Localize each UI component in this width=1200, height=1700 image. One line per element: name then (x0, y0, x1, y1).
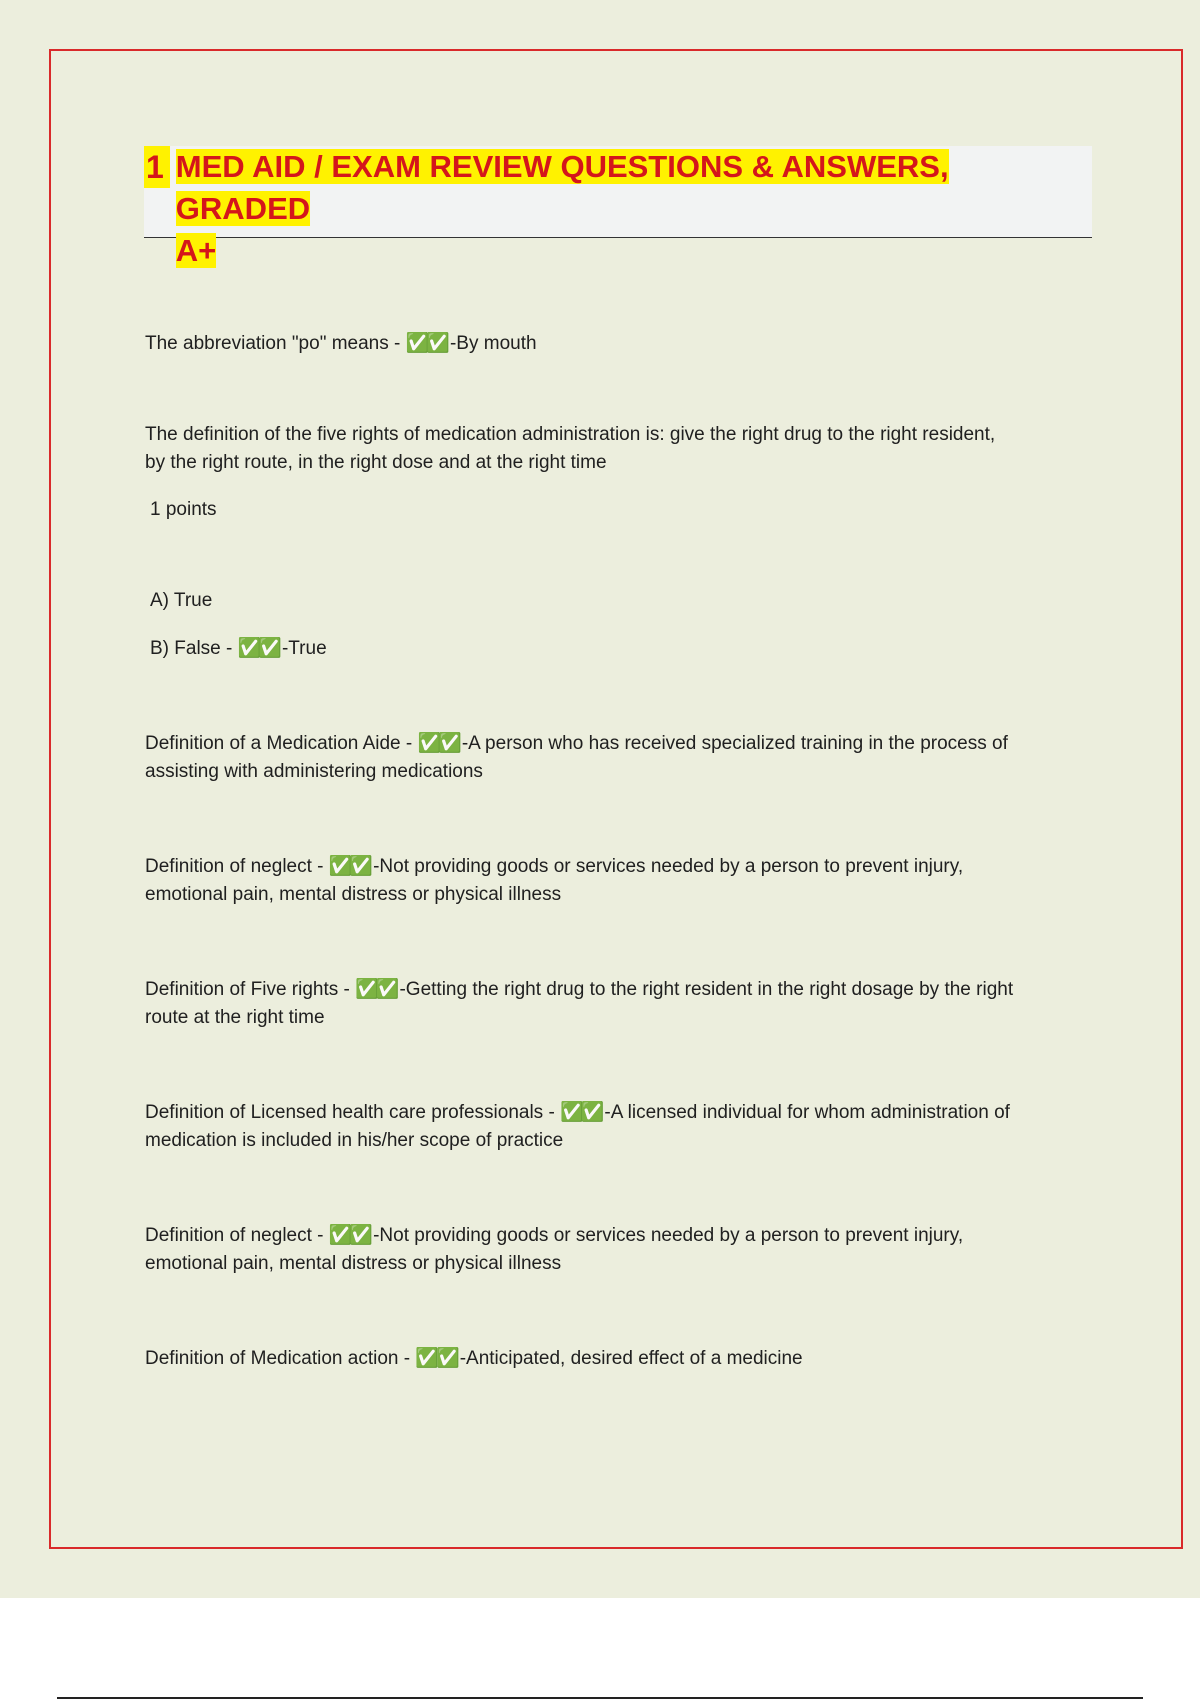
answer-text: -Anticipated, desired effect of a medicine (459, 1348, 803, 1369)
qa-item (145, 421, 1095, 477)
question-text: The abbreviation "po" means - (145, 333, 406, 354)
footer-divider (57, 1697, 1143, 1699)
page-title (176, 146, 1088, 272)
question-text: Definition of Medication action - (145, 1348, 416, 1369)
answer-text: medication is included in his/her scope of practice (145, 1130, 564, 1151)
question-text: Definition of Licensed health care professionals - (145, 1102, 561, 1123)
answer-text: route at the right time (145, 1007, 325, 1028)
answer-text: -Not providing goods or services needed by a person to prevent injury, (373, 856, 964, 877)
check-icon: ✅✅ (328, 856, 371, 877)
option-b-label: B) False - (150, 638, 238, 659)
heading-number: 1 (144, 146, 170, 188)
check-icon: ✅✅ (417, 733, 459, 754)
qa-item (145, 1345, 1095, 1373)
option-a: A) True (150, 590, 213, 611)
question-text: Definition of neglect - (145, 856, 329, 877)
answer-text: -True (281, 638, 327, 659)
check-icon: ✅✅ (415, 1348, 457, 1369)
check-icon: ✅✅ (328, 1225, 371, 1246)
answer-text: -Not providing goods or services needed by a person to prevent injury, (373, 1225, 964, 1246)
points-label: 1 points (150, 499, 217, 520)
question-text: Definition of neglect - (145, 1225, 329, 1246)
page-border (49, 49, 1183, 1549)
check-icon: ✅✅ (560, 1102, 602, 1123)
answer-text: emotional pain, mental distress or physical illness (145, 1253, 562, 1274)
qa-item (145, 330, 1095, 358)
answer-text: assisting with administering medications (145, 761, 483, 782)
qa-item (145, 730, 1095, 786)
title-block (144, 146, 1092, 268)
qa-item (145, 1099, 1095, 1155)
title-line-1: MED AID / EXAM REVIEW QUESTIONS & ANSWERS, GRADED (175, 149, 949, 226)
question-text: The definition of the five rights of medication administration is: give the right drug to the right resident, (145, 424, 996, 445)
question-text: Definition of Five rights - (145, 979, 356, 1000)
qa-item (145, 853, 1095, 909)
check-icon: ✅✅ (237, 638, 279, 659)
answer-text: emotional pain, mental distress or physical illness (145, 884, 562, 905)
check-icon: ✅✅ (355, 979, 397, 1000)
qa-item (145, 976, 1095, 1032)
answer-text: -A person who has received specialized training in the process of (461, 733, 1008, 754)
title-line-2: A+ (175, 233, 217, 268)
question-text: Definition of a Medication Aide - (145, 733, 418, 754)
option-b (150, 635, 1100, 663)
answer-text: -Getting the right drug to the right resident in the right dosage by the right (399, 979, 1014, 1000)
qa-item (145, 1222, 1095, 1278)
answer-text: -A licensed individual for whom administration of (604, 1102, 1010, 1123)
answer-text: -By mouth (449, 333, 537, 354)
question-text: by the right route, in the right dose and at the right time (145, 452, 607, 473)
check-icon: ✅✅ (405, 333, 447, 354)
